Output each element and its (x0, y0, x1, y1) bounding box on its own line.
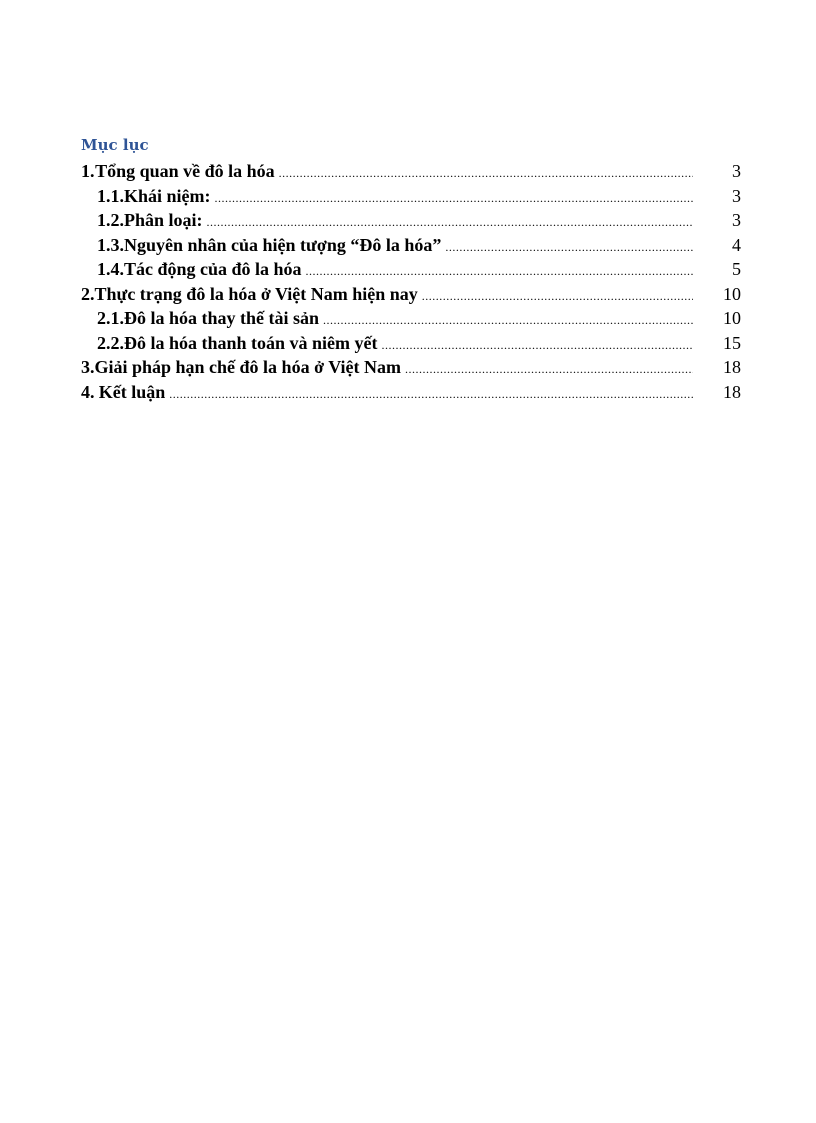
toc-entry-number: 1.1. (97, 185, 124, 206)
toc-entry-number: 1. (81, 161, 95, 181)
toc-entry-page: 18 (723, 381, 741, 402)
toc-entry-number: 2.2. (97, 332, 124, 353)
toc-dot-leader (306, 259, 693, 284)
toc-entry[interactable] (81, 282, 741, 307)
table-of-contents (81, 159, 741, 404)
toc-dot-leader (207, 210, 693, 235)
toc-entry-title: Khái niệm: (124, 185, 211, 206)
toc-entry-title: Kết luận (98, 381, 166, 402)
toc-entry-title: Đô la hóa thanh toán và niêm yết (124, 332, 378, 353)
toc-dot-leader (169, 382, 693, 407)
toc-entry-page: 4 (732, 234, 741, 255)
toc-dot-leader (323, 308, 693, 333)
toc-entry[interactable] (81, 355, 741, 380)
toc-entry[interactable] (81, 208, 741, 233)
toc-title: Mục lục (81, 136, 149, 154)
toc-entry-number: 2. (81, 283, 95, 304)
toc-entry-page: 3 (732, 161, 741, 181)
toc-entry-title: Nguyên nhân của hiện tượng “Đô la hóa” (124, 234, 442, 255)
toc-entry[interactable] (81, 331, 741, 356)
toc-entry-page: 5 (732, 259, 741, 279)
toc-entry-title: Thực trạng đô la hóa ở Việt Nam hiện nay (94, 283, 418, 304)
toc-entry-page: 10 (723, 283, 741, 304)
toc-entry-number: 4. (81, 381, 95, 402)
toc-entry[interactable] (81, 306, 741, 331)
toc-entry[interactable] (81, 184, 741, 209)
toc-entry-title: Đô la hóa thay thế tài sản (124, 308, 320, 328)
toc-entry-page: 3 (732, 210, 741, 230)
toc-entry-number: 2.1. (97, 308, 124, 328)
toc-entry-number: 3. (81, 357, 95, 377)
toc-entry-number: 1.2. (97, 210, 124, 230)
toc-dot-leader (422, 284, 693, 309)
toc-entry-page: 15 (723, 332, 741, 353)
toc-dot-leader (279, 161, 693, 186)
toc-entry-number: 1.4. (97, 259, 124, 279)
toc-entry-title: Tác động của đô la hóa (124, 259, 302, 279)
toc-dot-leader (405, 357, 693, 382)
toc-entry[interactable] (81, 159, 741, 184)
toc-entry-title: Giải pháp hạn chế đô la hóa ở Việt Nam (94, 357, 402, 377)
toc-dot-leader (445, 235, 693, 260)
toc-entry-page: 3 (732, 185, 741, 206)
toc-entry-page: 10 (723, 308, 741, 328)
toc-dot-leader (382, 333, 693, 358)
toc-entry[interactable] (81, 233, 741, 258)
toc-entry-number: 1.3. (97, 234, 124, 255)
toc-entry[interactable] (81, 257, 741, 282)
toc-entry-page: 18 (723, 357, 741, 377)
toc-dot-leader (215, 186, 693, 211)
toc-entry-title: Phân loại: (124, 210, 203, 230)
toc-entry-title: Tổng quan về đô la hóa (95, 161, 275, 181)
toc-entry[interactable] (81, 380, 741, 405)
